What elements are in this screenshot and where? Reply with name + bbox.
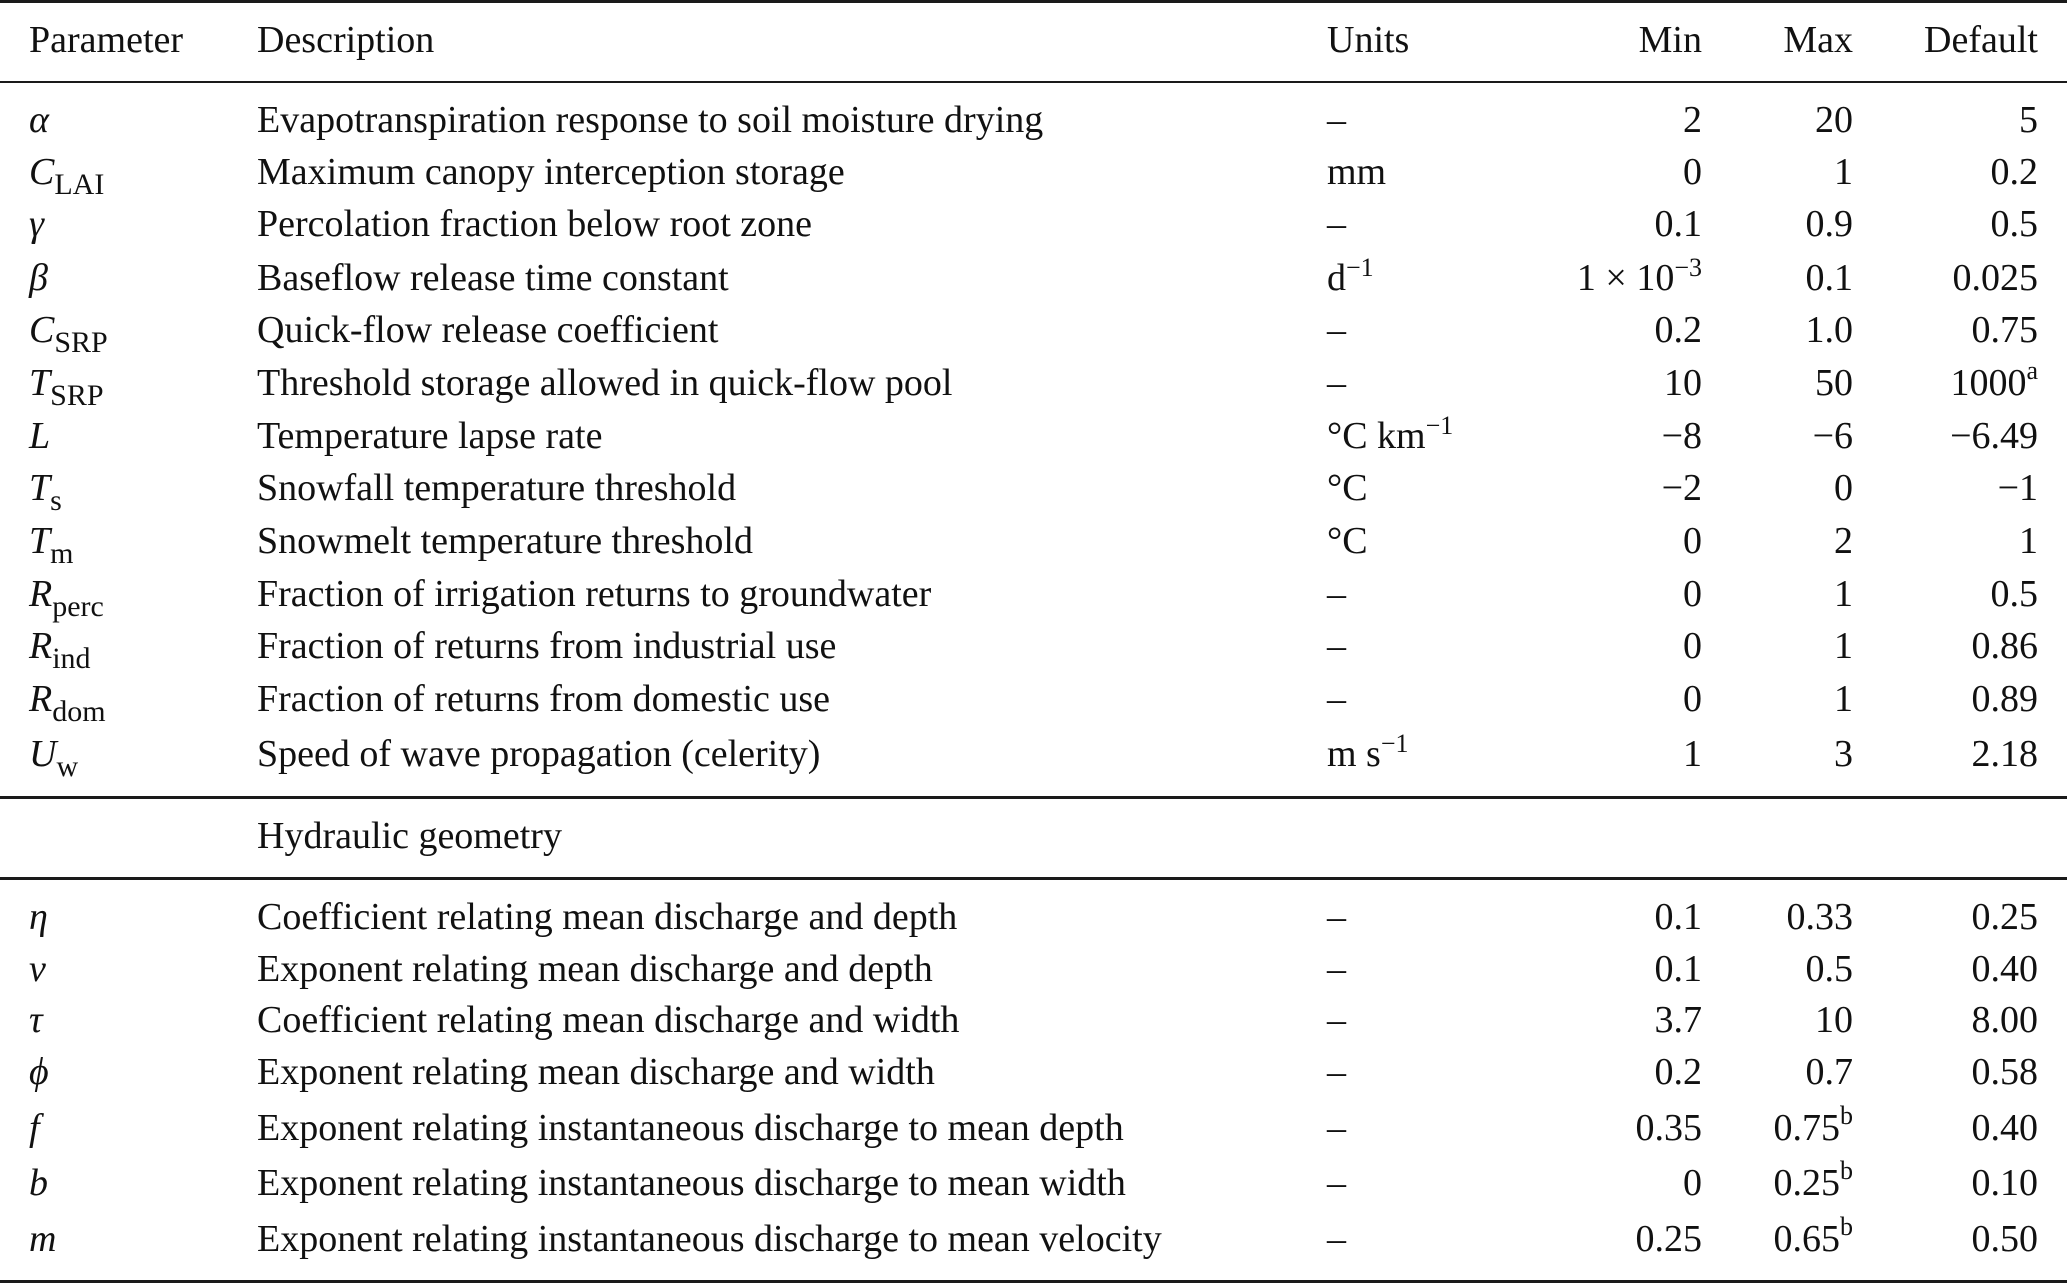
min-exponent: −3 xyxy=(1674,253,1702,282)
parameter-symbol: α xyxy=(29,99,49,141)
units-exponent: −1 xyxy=(1380,729,1409,758)
table-row xyxy=(0,94,2067,146)
parameter-symbol: τ xyxy=(29,999,43,1041)
parameter-cell xyxy=(29,146,104,201)
min-cell: 2 xyxy=(1683,99,1702,141)
max-cell: 0.7 xyxy=(1805,1051,1853,1093)
default-cell: 2.18 xyxy=(1971,733,2038,775)
parameter-subscript: m xyxy=(50,537,74,570)
description-cell: Maximum canopy interception storage xyxy=(257,151,845,193)
description-cell: Speed of wave propagation (celerity) xyxy=(257,733,821,775)
parameter-subscript: s xyxy=(50,484,62,517)
table-row xyxy=(0,994,2067,1046)
min-cell: −2 xyxy=(1661,467,1702,509)
parameter-symbol: C xyxy=(29,151,55,193)
units-cell: – xyxy=(1327,309,1346,351)
max-cell: 0.5 xyxy=(1805,948,1853,990)
section-rule-bottom xyxy=(0,877,2067,880)
parameter-symbol: f xyxy=(29,1107,40,1149)
min-cell: 0 xyxy=(1683,151,1702,193)
units-cell: $d^{-1}$ xyxy=(1327,253,1374,299)
units-cell: m $s^{-1}$ xyxy=(1327,729,1409,775)
table-row xyxy=(0,146,2067,201)
max-cell: 1 xyxy=(1834,625,1853,667)
parameter-cell xyxy=(29,1157,48,1209)
top-rule xyxy=(0,0,2067,3)
parameter-subscript: dom xyxy=(52,695,106,728)
table-row xyxy=(0,1102,2067,1154)
units-cell: – xyxy=(1327,948,1346,990)
min-cell: 0.35 xyxy=(1635,1107,1702,1149)
parameter-symbol: R xyxy=(29,678,53,720)
min-cell: 0 xyxy=(1683,573,1702,615)
parameter-cell xyxy=(29,943,46,995)
min-cell: 0.1 xyxy=(1654,896,1702,938)
units-cell: °C xyxy=(1327,467,1368,509)
table-row xyxy=(0,252,2067,304)
description-cell: Snowfall temperature threshold xyxy=(257,467,737,509)
section-header-row xyxy=(0,810,2067,862)
units-cell: – xyxy=(1327,99,1346,141)
min-cell: 1 xyxy=(1683,733,1702,775)
header-default: Default xyxy=(1924,19,2038,61)
footnote-marker: b xyxy=(1840,1156,1853,1185)
default-cell: 0.25 xyxy=(1971,896,2038,938)
default-cell: 0.50 xyxy=(1971,1218,2038,1260)
parameter-symbol: β xyxy=(29,257,48,299)
description-cell: Coefficient relating mean discharge and width xyxy=(257,999,960,1041)
min-cell: 0.25 xyxy=(1635,1218,1702,1260)
description-cell: Fraction of irrigation returns to groundwater xyxy=(257,573,932,615)
default-cell: 0.025 xyxy=(1952,257,2038,299)
parameter-symbol: ν xyxy=(29,948,46,990)
parameter-symbol: R xyxy=(29,625,53,667)
min-cell: 0.1 xyxy=(1654,948,1702,990)
table-row xyxy=(0,198,2067,250)
parameter-symbol: b xyxy=(29,1162,48,1204)
min-cell: 0 xyxy=(1683,625,1702,667)
max-cell: 1.0 xyxy=(1805,309,1853,351)
table-row xyxy=(0,304,2067,359)
parameter-cell xyxy=(29,673,106,728)
parameter-symbol: L xyxy=(29,415,51,457)
description-cell: Coefficient relating mean discharge and depth xyxy=(257,896,958,938)
parameter-cell xyxy=(29,94,49,146)
parameter-cell xyxy=(29,198,44,250)
default-cell: −6.49 xyxy=(1950,415,2038,457)
max-cell: 0.1 xyxy=(1805,257,1853,299)
description-cell: Fraction of returns from domestic use xyxy=(257,678,831,720)
header-row xyxy=(0,14,2067,66)
default-cell: 0.89 xyxy=(1971,678,2038,720)
parameter-subscript: SRP xyxy=(50,379,104,412)
table-row xyxy=(0,728,2067,783)
header-parameter: Parameter xyxy=(29,19,184,61)
section-rule-top xyxy=(0,796,2067,799)
table-row xyxy=(0,356,2067,412)
max-cell: 0.9 xyxy=(1805,203,1853,245)
footnote-marker: a xyxy=(2026,356,2038,385)
units-exponent: −1 xyxy=(1346,253,1374,282)
default-cell: 0.86 xyxy=(1971,625,2038,667)
description-cell: Snowmelt temperature threshold xyxy=(257,520,753,562)
max-cell: 1 xyxy=(1834,573,1853,615)
min-cell: 0.2 xyxy=(1654,309,1702,351)
parameter-cell xyxy=(29,410,50,462)
default-cell: 1000$^a$ xyxy=(1950,356,2038,404)
parameter-cell xyxy=(29,994,43,1046)
default-cell: 0.40 xyxy=(1971,1107,2038,1149)
default-cell: 0.10 xyxy=(1971,1162,2038,1204)
table-row xyxy=(0,943,2067,995)
max-cell: 0.33 xyxy=(1786,896,1853,938)
parameter-cell xyxy=(29,462,62,517)
default-cell: 8.00 xyxy=(1971,999,2038,1041)
parameter-symbol: ϕ xyxy=(29,1051,49,1093)
parameter-symbol: U xyxy=(29,733,57,775)
min-cell: 0 xyxy=(1683,520,1702,562)
default-cell: 5 xyxy=(2019,99,2038,141)
table-row xyxy=(0,410,2067,462)
min-cell: 10 xyxy=(1664,362,1702,404)
units-cell: – xyxy=(1327,896,1346,938)
min-cell: 3.7 xyxy=(1654,999,1702,1041)
parameter-cell xyxy=(29,1102,40,1154)
max-cell: 0.25$^b$ xyxy=(1773,1156,1853,1204)
parameter-cell xyxy=(29,568,104,623)
min-cell: 0 xyxy=(1683,1162,1702,1204)
parameter-symbol: γ xyxy=(29,203,44,245)
max-cell: 0.75$^b$ xyxy=(1773,1101,1853,1149)
parameter-subscript: SRP xyxy=(54,326,108,359)
units-cell: – xyxy=(1327,203,1346,245)
parameter-symbol: R xyxy=(29,573,53,615)
parameter-cell xyxy=(29,357,104,412)
header-max: Max xyxy=(1783,19,1853,61)
description-cell: Evapotranspiration response to soil moisture drying xyxy=(257,99,1044,141)
max-cell: 10 xyxy=(1815,999,1853,1041)
table-row xyxy=(0,1157,2067,1209)
units-cell: – xyxy=(1327,1218,1346,1260)
parameter-subscript: w xyxy=(56,750,79,783)
description-cell: Temperature lapse rate xyxy=(257,415,603,457)
parameter-subscript: perc xyxy=(52,590,104,623)
table-row xyxy=(0,568,2067,623)
description-cell: Quick-flow release coefficient xyxy=(257,309,719,351)
table-row xyxy=(0,673,2067,728)
bottom-rule xyxy=(0,1280,2067,1283)
description-cell: Fraction of returns from industrial use xyxy=(257,625,837,667)
description-cell: Exponent relating instantaneous discharge to mean velocity xyxy=(257,1218,1162,1260)
parameter-symbol: T xyxy=(29,362,51,404)
min-cell: $1 \times 10^{-3}$ xyxy=(1576,253,1702,299)
description-cell: Exponent relating instantaneous discharge to mean width xyxy=(257,1162,1126,1204)
units-cell: – xyxy=(1327,999,1346,1041)
min-cell: 0.1 xyxy=(1654,203,1702,245)
units-cell: mm xyxy=(1327,151,1387,193)
table-row xyxy=(0,1046,2067,1098)
units-cell: – xyxy=(1327,1162,1346,1204)
units-cell: °C xyxy=(1327,520,1368,562)
max-cell: 1 xyxy=(1834,151,1853,193)
default-cell: 1 xyxy=(2019,520,2038,562)
default-cell: 0.5 xyxy=(1990,573,2038,615)
footnote-marker: b xyxy=(1840,1212,1853,1241)
table-row xyxy=(0,891,2067,943)
units-cell: – xyxy=(1327,1051,1346,1093)
header-units: Units xyxy=(1327,19,1410,61)
header-rule xyxy=(0,81,2067,83)
units-cell: – xyxy=(1327,625,1346,667)
units-cell: – xyxy=(1327,573,1346,615)
description-cell: Baseflow release time constant xyxy=(257,257,729,299)
description-cell: Threshold storage allowed in quick-flow pool xyxy=(257,362,953,404)
table-row xyxy=(0,515,2067,570)
parameter-cell xyxy=(29,304,108,359)
parameter-cell xyxy=(29,1213,56,1265)
table-row xyxy=(0,462,2067,517)
min-cell: −8 xyxy=(1661,415,1702,457)
default-cell: −1 xyxy=(1997,467,2038,509)
min-cell: 0 xyxy=(1683,678,1702,720)
parameter-symbol: T xyxy=(29,520,51,562)
description-cell: Exponent relating mean discharge and depth xyxy=(257,948,933,990)
default-cell: 0.40 xyxy=(1971,948,2038,990)
min-cell: 0.2 xyxy=(1654,1051,1702,1093)
parameter-symbol: C xyxy=(29,309,55,351)
max-cell: 3 xyxy=(1834,733,1853,775)
parameter-cell xyxy=(29,620,91,675)
section-label: Hydraulic geometry xyxy=(257,815,562,857)
header-min: Min xyxy=(1638,19,1702,61)
parameter-symbol: m xyxy=(29,1218,57,1260)
default-cell: 0.5 xyxy=(1990,203,2038,245)
units-cell: °C $km^{-1}$ xyxy=(1327,411,1454,457)
units-exponent: −1 xyxy=(1425,411,1454,440)
units-cell: – xyxy=(1327,362,1346,404)
max-cell: 0 xyxy=(1834,467,1853,509)
parameter-cell xyxy=(29,1046,49,1098)
description-cell: Exponent relating instantaneous discharge to mean depth xyxy=(257,1107,1124,1149)
parameter-cell xyxy=(29,728,78,783)
description-cell: Percolation fraction below root zone xyxy=(257,203,813,245)
parameter-subscript: LAI xyxy=(54,168,105,201)
max-cell: 20 xyxy=(1815,99,1853,141)
units-cell: – xyxy=(1327,1107,1346,1149)
parameter-cell xyxy=(29,891,48,943)
parameter-symbol: η xyxy=(29,896,48,938)
parameter-subscript: ind xyxy=(52,642,91,675)
description-cell: Exponent relating mean discharge and width xyxy=(257,1051,935,1093)
units-cell: – xyxy=(1327,678,1346,720)
table-row xyxy=(0,1213,2067,1265)
parameter-symbol: T xyxy=(29,467,51,509)
footnote-marker: b xyxy=(1840,1101,1853,1130)
default-cell: 0.58 xyxy=(1971,1051,2038,1093)
parameter-cell xyxy=(29,515,73,570)
header-description: Description xyxy=(257,19,435,61)
default-cell: 0.75 xyxy=(1971,309,2038,351)
max-cell: 2 xyxy=(1834,520,1853,562)
max-cell: 1 xyxy=(1834,678,1853,720)
max-cell: 50 xyxy=(1815,362,1853,404)
default-cell: 0.2 xyxy=(1990,151,2038,193)
table-row xyxy=(0,620,2067,675)
max-cell: −6 xyxy=(1812,415,1853,457)
parameter-cell xyxy=(29,252,48,304)
max-cell: 0.65$^b$ xyxy=(1773,1212,1853,1260)
